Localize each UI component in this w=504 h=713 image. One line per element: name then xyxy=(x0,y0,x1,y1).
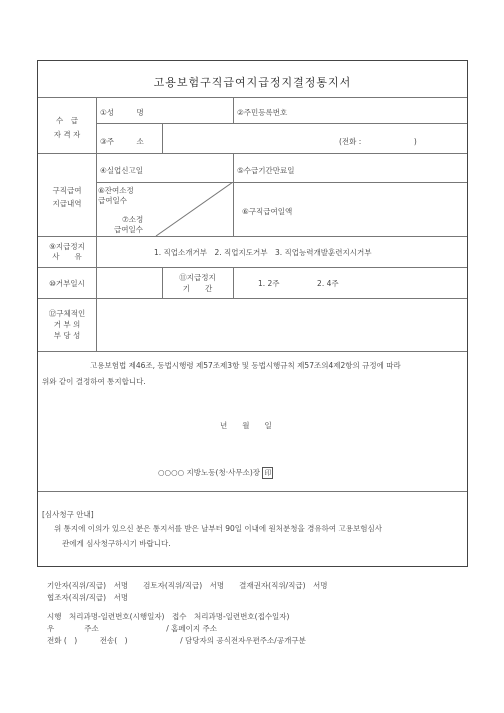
recipient-label-2: 자 격 자 xyxy=(53,130,81,139)
appeal-heading: [심사청구 안내] xyxy=(42,510,94,519)
divider xyxy=(233,153,234,236)
suspension-reason-label-2: 사 유 xyxy=(52,252,82,261)
separation-date-label: ④실업신고일 xyxy=(100,166,143,175)
period-label-2: 기 간 xyxy=(182,284,213,293)
divider xyxy=(38,236,467,237)
used-days-label-2: 급여일수 xyxy=(114,225,143,234)
footer-address: 우 주소 / 홈페이지 주소 xyxy=(47,624,217,633)
footer-approvers: 기안자(직위/직급) 서명 검토자(직위/직급) 서명 결재권자(직위/직급) 서명 xyxy=(47,581,328,590)
used-days-label-1: ⑦소정 xyxy=(122,215,144,224)
notice-body-line1: 고용보험법 제46조, 동법시행령 제57조제3항 및 동법시행규칙 제57조의4제2항의 규정에 따라 xyxy=(90,361,401,370)
divider xyxy=(38,267,467,268)
footer-contact: 전화 ( ) 전송( ) / 담당자의 공식전자우편주소/공개구분 xyxy=(47,636,306,645)
appeal-line1: 위 통지에 이의가 있으신 분은 통지서를 받은 날부터 90일 이내에 원처분청을 경유하여 고용보험심사 xyxy=(54,524,382,533)
concrete-reason-label-2: 거 부 의 xyxy=(53,320,81,329)
divider xyxy=(38,351,467,352)
form-title: 고용보험구직급여지급정지결정통지서 xyxy=(153,76,352,89)
daily-amount-label: ⑥구직급여일액 xyxy=(242,207,293,216)
divider xyxy=(38,97,467,98)
divider xyxy=(96,123,467,124)
period-options: 1. 2주 2. 4주 xyxy=(258,279,339,288)
notice-body-line2: 위와 같이 결정하여 통지합니다. xyxy=(42,377,146,386)
appeal-line2: 관에게 심사청구하시기 바랍니다. xyxy=(62,539,171,548)
divider xyxy=(38,153,467,154)
divider xyxy=(162,123,163,153)
office-name: ○○○○ 지방노동(청·사무소)장 xyxy=(158,468,261,477)
notice-date: 년 월 일 xyxy=(220,421,272,430)
suspension-reason-label-1: ⑨지급정지 xyxy=(49,242,85,251)
footer-enforcement: 시행 처리과명-일련번호(시행일자) 접수 처리과명-일련번호(접수일자) xyxy=(47,612,290,621)
notice-office xyxy=(158,467,273,479)
notice-form xyxy=(37,60,468,567)
name-label: ①성 명 xyxy=(100,108,144,117)
remaining-days-label-1: ⑥잔여소정 xyxy=(98,186,134,195)
divider xyxy=(233,97,234,123)
remaining-days-label-2: 급여일수 xyxy=(98,196,127,205)
divider xyxy=(233,267,234,298)
concrete-reason-label-3: 부 당 성 xyxy=(53,331,81,340)
divider xyxy=(38,491,467,492)
phone-label: (전화 : ) xyxy=(339,137,417,146)
seal-mark: 印 xyxy=(264,469,272,477)
address-label: ③주 소 xyxy=(100,137,144,146)
benefit-label-1: 구직급여 xyxy=(52,186,82,195)
benefit-label-2: 지급내역 xyxy=(52,199,82,208)
period-label-1: ⑪지급정지 xyxy=(179,273,216,282)
divider xyxy=(38,298,467,299)
footer-cooperator: 협조자(직위/직급) 서명 xyxy=(47,593,129,602)
resident-number-label: ②주민등록번호 xyxy=(237,108,288,117)
recipient-label-1: 수 급 xyxy=(56,116,78,125)
suspension-reason-options: 1. 직업소개거부 2. 직업지도거부 3. 직업능력개발훈련지시거부 xyxy=(154,248,372,257)
benefit-end-date-label: ⑤수급기간만료일 xyxy=(237,166,295,175)
concrete-reason-label-1: ⑫구체적인 xyxy=(48,309,86,318)
refusal-date-label: ⑩거부일시 xyxy=(49,279,85,288)
